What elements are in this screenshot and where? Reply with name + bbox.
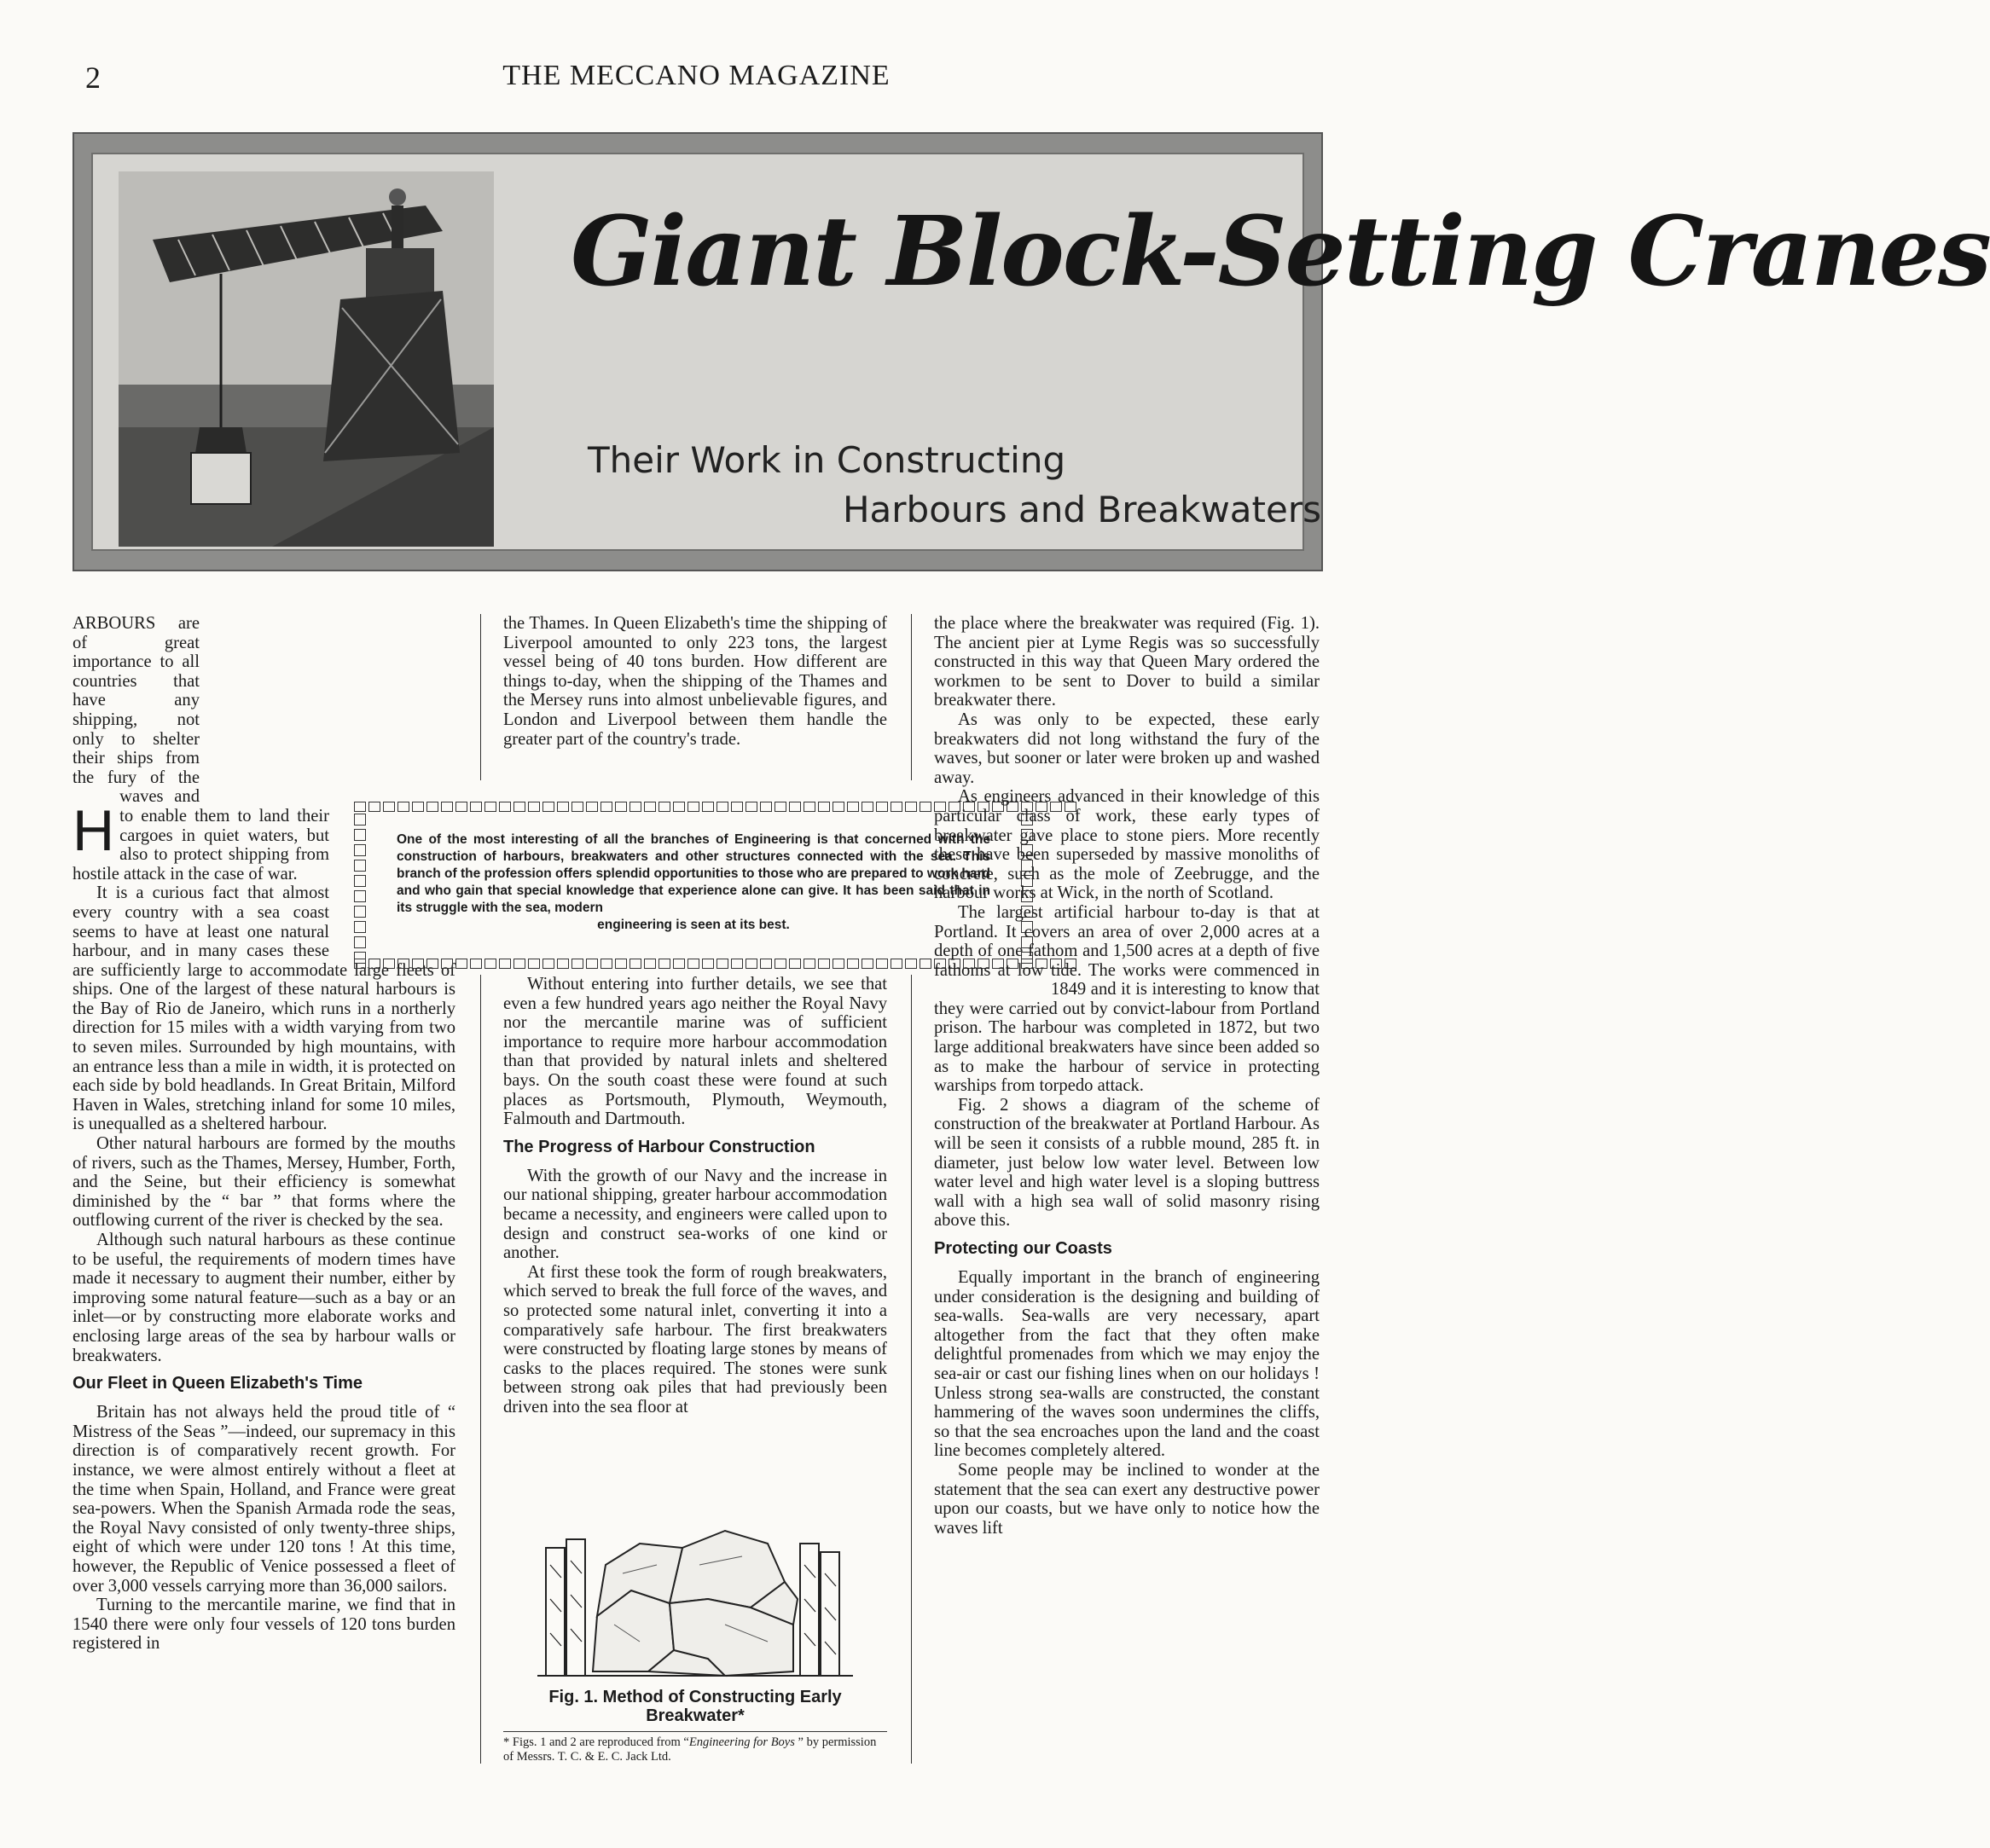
article-paragraph: Turning to the mercantile marine, we find that in 1540 there were only four vessels of 120 tons burden registered in [73,1596,455,1654]
crane-illustration [119,171,494,547]
section-heading: Protecting our Coasts [934,1239,1112,1258]
article-paragraph: It is a curious fact that almost every country with a sea coast seems to have at least one natural harbour, and in many cases these are sufficiently large to accommodate large fleets of ships. One of the largest of these natural harbours is the Bay of Rio de Janeiro, which runs in a northerly direction for 15 miles with a width varying from two to seven miles. Surrounded by high mountains, with an entrance less than a mile in width, it is protected on each side by bold headlands. In Great Britain, Milford Haven in Wales, stretching inland for some 10 miles, is unequalled as a sheltered harbour. [73,883,455,1134]
section-heading: Our Fleet in Queen Elizabeth's Time [73,1374,363,1393]
pull-quote-last-line: engineering is seen at its best. [597,918,790,932]
article-paragraph: the place where the breakwater was required (Fig. 1). The ancient pier at Lyme Regis was so successfully constructed in this way that Queen Mary ordered the workmen to be sent to Dover to build a similar breakwater there. [934,614,1320,710]
banner-subtitle [588,436,1321,535]
title-banner [73,132,1990,571]
pull-quote-border-left [354,814,366,959]
article-paragraph: Some people may be inclined to wonder at the statement that the sea can exert any destructive power upon our coasts, but we have only to notice how the waves lift [934,1460,1320,1538]
article-paragraph: At first these took the form of rough breakwaters, which served to break the full force of the waves, and so protected some natural inlet, converting it into a comparatively safe harbour. The first breakwaters were constructed by floating large stones by means of casks to the places required. The stones were sunk between strong oak piles that had previously been driven into the sea floor at [503,1262,887,1416]
article-paragraph: Fig. 2 shows a diagram of the scheme of construction of the breakwater at Portland Harbour. As will be seen it consists of a rubble mound, 285 ft. in diameter, just below low water level. Between low water level and high water level is a sloping buttress wall with a high sea wall of solid masonry rising above this. [934,1095,1320,1231]
footnote [503,1731,887,1764]
magazine-title: THE MECCANO MAGAZINE [502,60,891,91]
article-paragraph: Other natural harbours are formed by the mouths of rivers, such as the Thames, Mersey, Humber, Forth, and the Seine, but their efficiency is somewhat diminished by the “ bar ” that forms where the outflowing current of the river is checked by the sea. [73,1134,455,1231]
column-rule [911,975,912,1764]
article-paragraph: the Thames. In Queen Elizabeth's time the shipping of Liverpool amounted to only 223 tons, the largest vessel being of 40 tons burden. How different are things to-day, when the shipping of the Thames and the Mersey runs into almost unbelievable figures, and London and Liverpool between them handle the greater part of the country's trade. [503,614,887,749]
article-paragraph: Without entering into further details, we see that even a few hundred years ago neither the Royal Navy nor the mercantile marine was of sufficient importance to require more harbour accommodation than that provided by natural inlets and sheltered bays. On the south coast these were found at such places as Portsmouth, Plymouth, Weymouth, Falmouth and Dartmouth. [503,975,887,1129]
article-paragraph: Although such natural harbours as these continue to be useful, the requirements of modern times have made it necessary to augment their number, either by improving some natural feature—such as a bay or an inlet—or by constructing more elaborate works and enclosing large areas of the sea by harbour walls or breakwaters. [73,1231,455,1365]
article-paragraph: As engineers advanced in their knowledge of this particular class of work, these early types of breakwater gave place to stone piers. More recently these have been superseded by massive monoliths of concrete, such as the mole of Zeebrugge, and the harbour works at Wick, in the north of Scotland. [934,787,1320,903]
article-paragraph: H ARBOURS are of great importance to all countries that have any shipping, not only to shelter their ships from the fury of the waves and to enable them to land their cargoes in quiet waters, but also to protect shipping from hostile attack in the case of war. [73,614,329,883]
article-paragraph: Equally important in the branch of engineering under consideration is the designing and building of sea-walls. Sea-walls are very necessary, apart altogether from the fact that they often make delightful promenades from which we may enjoy the sea-air or cast our fishing lines when on our holidays ! Unless strong sea-walls are constructed, the constant hammering of the waves soon undermines the cliffs, so that the sea encroaches upon the land and the coast line becomes completely altered. [934,1268,1320,1461]
subtitle-line-1: Their Work in Constructing [588,439,1066,481]
column-1 [73,614,455,1767]
column-3 [934,614,1320,1767]
drop-cap: H [73,798,115,863]
section-heading: The Progress of Harbour Construction [503,1137,815,1156]
pull-quote-body: One of the most interesting of all the branches of Engineering is that concerned with the construction of harbours, breakwaters and other structures connected with the sea. This branch of the profession offers splendid opportunities to those who are prepared to work hard and who gain that special knowledge that experience alone can give. It has been said that in its struggle with the sea, modern [397,832,990,915]
footnote-prefix: * Figs. 1 and 2 are reproduced from “ [503,1735,689,1749]
article-paragraph: The largest artificial harbour to-day is that at Portland. It covers an area of over 2,000 acres at a depth of one fathom and 1,500 acres at a depth of five fathoms at low tide. The works were commenced in 1849 and it is interesting to know that they were carried out by convict-labour from Portland prison. The harbour was completed in 1872, but two large additional breakwaters have since been added so as to make the harbour of service in protecting warships from torpedo attack. [934,902,1320,1096]
pull-quote-box [354,802,1033,970]
article-paragraph: With the growth of our Navy and the increase in our national shipping, greater harbour accommodation became a necessity, and engineers were called upon to design and construct sea-works of one kind or another. [503,1166,887,1263]
breakwater-illustration [512,1497,879,1684]
column-2-top [503,614,887,749]
figure-1 [512,1497,879,1725]
subtitle-line-2: Harbours and Breakwaters [842,489,1321,530]
pull-quote-border-top [354,802,1033,814]
figure-caption-line-2: Breakwater* [646,1706,745,1725]
column-rule [480,614,481,780]
figure-caption [512,1688,879,1725]
article-paragraph: Britain has not always held the proud title of “ Mistress of the Seas ”—indeed, our supremacy in this direction is of comparatively recent growth. For instance, we were almost entirely without a fleet at the time when Spain, Holland, and France were great sea-powers. When the Spanish Armada rode the seas, the Royal Navy consisted of only twenty-three ships, eight of which were under 120 tons ! At this time, however, the Republic of Venice possessed a fleet of over 3,000 vessels carrying more than 36,000 sailors. [73,1403,455,1596]
banner-title: Giant Block-Setting Cranes [571,196,1990,308]
page-number: 2 [85,61,101,95]
figure-caption-line-1: Fig. 1. Method of Constructing Early [548,1688,842,1706]
column-rule [911,614,912,780]
pull-quote-text [397,831,990,934]
footnote-source-title: Engineering for Boys [688,1735,795,1749]
banner-panel [91,153,1990,551]
article-paragraph: As was only to be expected, these early breakwaters did not long withstand the fury of the waves, but sooner or later were broken up and washed away. [934,710,1320,787]
footnote-suffix: ” by permission of Messrs. T. C. & E. C. Jack Ltd. [503,1735,877,1764]
column-rule [480,975,481,1764]
pull-quote-border-bottom [354,959,1033,970]
